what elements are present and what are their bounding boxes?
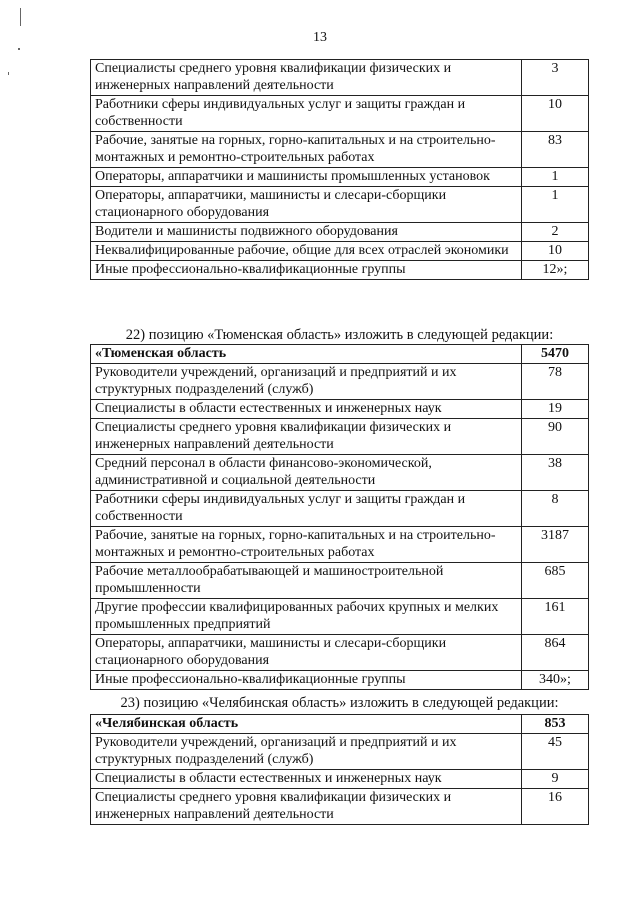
headcount-value: 2 (522, 223, 589, 242)
occupation-group: Операторы, аппаратчики и машинисты промышленных установок (91, 168, 522, 187)
table-row (91, 242, 589, 261)
table-row (91, 60, 589, 96)
paragraph-23: 23) позицию «Челябинская область» изложить в следующей редакции: (120, 695, 559, 711)
table-header-row (91, 715, 589, 734)
headcount-value: 10 (522, 242, 589, 261)
region-name: «Тюменская область (91, 345, 522, 364)
table-row (91, 789, 589, 825)
table-row (91, 770, 589, 789)
headcount-value: 161 (522, 599, 589, 635)
scan-mark (20, 8, 21, 26)
headcount-value: 16 (522, 789, 589, 825)
occupation-group: Специалисты среднего уровня квалификации физических и инженерных направлений деятельности (91, 60, 522, 96)
region-total: 5470 (522, 345, 589, 364)
table-row (91, 419, 589, 455)
table-row (91, 364, 589, 400)
scan-mark (8, 72, 9, 75)
headcount-value: 8 (522, 491, 589, 527)
occupation-group: Специалисты среднего уровня квалификации физических и инженерных направлений деятельности (91, 419, 522, 455)
headcount-value: 1 (522, 187, 589, 223)
table-row (91, 400, 589, 419)
table-row (91, 671, 589, 690)
occupation-group: Иные профессионально-квалификационные группы (91, 671, 522, 690)
table-row (91, 132, 589, 168)
occupation-group: Операторы, аппаратчики, машинисты и слесари-сборщики стационарного оборудования (91, 635, 522, 671)
table-row (91, 96, 589, 132)
table-row (91, 455, 589, 491)
headcount-value: 685 (522, 563, 589, 599)
headcount-value: 38 (522, 455, 589, 491)
region-name: «Челябинская область (91, 715, 522, 734)
table-row (91, 563, 589, 599)
occupation-group: Работники сферы индивидуальных услуг и защиты граждан и собственности (91, 96, 522, 132)
occupation-group: Неквалифицированные рабочие, общие для всех отраслей экономики (91, 242, 522, 261)
headcount-value: 12»; (522, 261, 589, 280)
page-number: 13 (313, 30, 327, 45)
occupation-group: Другие профессии квалифицированных рабочих крупных и мелких промышленных предприятий (91, 599, 522, 635)
table-row (91, 491, 589, 527)
table-row (91, 261, 589, 280)
table-row (91, 599, 589, 635)
table-header-row (91, 345, 589, 364)
headcount-value: 19 (522, 400, 589, 419)
headcount-value: 45 (522, 734, 589, 770)
table-row (91, 635, 589, 671)
headcount-value: 83 (522, 132, 589, 168)
occupation-group: Рабочие металлообрабатывающей и машиностроительной промышленности (91, 563, 522, 599)
table-tyumen-region (90, 344, 589, 690)
occupation-group: Работники сферы индивидуальных услуг и защиты граждан и собственности (91, 491, 522, 527)
occupation-group: Средний персонал в области финансово-экономической, административной и социальной деятельности (91, 455, 522, 491)
headcount-value: 340»; (522, 671, 589, 690)
occupation-group: Иные профессионально-квалификационные группы (91, 261, 522, 280)
headcount-value: 78 (522, 364, 589, 400)
table-row (91, 223, 589, 242)
table-row (91, 527, 589, 563)
scan-mark (18, 48, 20, 50)
occupation-group: Рабочие, занятые на горных, горно-капитальных и на строительно-монтажных и ремонтно-строительных работах (91, 132, 522, 168)
table-row (91, 187, 589, 223)
headcount-value: 90 (522, 419, 589, 455)
headcount-value: 10 (522, 96, 589, 132)
occupation-group: Руководители учреждений, организаций и предприятий и их структурных подразделений (служб) (91, 364, 522, 400)
occupation-group: Специалисты в области естественных и инженерных наук (91, 400, 522, 419)
table-row (91, 168, 589, 187)
table-row (91, 734, 589, 770)
headcount-value: 3 (522, 60, 589, 96)
table-chelyabinsk-region (90, 714, 589, 825)
headcount-value: 3187 (522, 527, 589, 563)
occupation-group: Операторы, аппаратчики, машинисты и слесари-сборщики стационарного оборудования (91, 187, 522, 223)
headcount-value: 9 (522, 770, 589, 789)
occupation-group: Рабочие, занятые на горных, горно-капитальных и на строительно-монтажных и ремонтно-строительных работах (91, 527, 522, 563)
paragraph-22: 22) позицию «Тюменская область» изложить в следующей редакции: (125, 327, 554, 343)
occupation-group: Специалисты в области естественных и инженерных наук (91, 770, 522, 789)
headcount-value: 1 (522, 168, 589, 187)
table-continued (90, 59, 589, 280)
occupation-group: Водители и машинисты подвижного оборудования (91, 223, 522, 242)
region-total: 853 (522, 715, 589, 734)
headcount-value: 864 (522, 635, 589, 671)
occupation-group: Специалисты среднего уровня квалификации физических и инженерных направлений деятельности (91, 789, 522, 825)
occupation-group: Руководители учреждений, организаций и предприятий и их структурных подразделений (служб) (91, 734, 522, 770)
